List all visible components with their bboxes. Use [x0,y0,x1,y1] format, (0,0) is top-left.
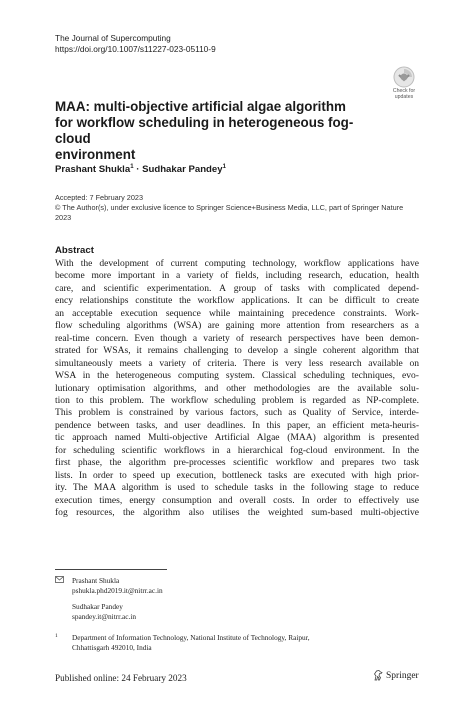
contact-email[interactable]: pshukla.phd2019.it@nitrr.ac.in [72,586,163,596]
journal-header [55,33,216,54]
contact-email[interactable]: spandey.it@nitrr.ac.in [72,612,136,622]
publisher-logo [373,670,419,681]
abstract-line: tic approach named Multi-objective Artificial Algae (MAA) algorithm is presented [55,432,419,444]
abstract-line: real-time concern. Even though a variety of research perspectives have been demon- [55,332,419,344]
abstract-line: WSA in the heterogeneous computing system. Classical scheduling techniques, evo- [55,370,419,382]
copyright-line: © The Author(s), under exclusive licence to Springer Science+Business Media, LLC, part of Springer Nature [55,203,404,212]
abstract-line: simultaneously meets a variety of criteria. There is very less research available on [55,357,419,369]
journal-name: The Journal of Supercomputing [55,33,171,43]
copyright-year: 2023 [55,213,72,222]
springer-horse-icon [373,670,383,681]
author-name[interactable]: Prashant Shukla [55,164,131,176]
paper-title [55,99,385,163]
doi-link[interactable]: https://doi.org/10.1007/s11227-023-05110-9 [55,43,216,54]
abstract-line: become more important in a variety of fields, including research, education, health [55,270,419,282]
affiliation-line: Department of Information Technology, National Institute of Technology, Raipur, [72,633,310,642]
check-for-updates-icon [393,66,415,88]
abstract-line: This problem is constrained by various factors, such as Quality of Service, interde- [55,407,419,419]
affiliation-number: 1 [55,633,58,639]
abstract-line: ency relationships constitute the workflow applications. It can be difficult to create [55,295,419,307]
contact-entry [72,576,163,596]
affiliation-text [72,633,310,653]
check-badge-line2: updates [394,94,414,100]
contact-name: Prashant Shukla [72,576,120,585]
abstract-line: fog resources, the algorithm also utilises the weighted sum-based multi-objective [55,507,419,519]
check-for-updates-badge[interactable] [386,66,422,102]
article-dates [55,193,435,223]
title-line: for workflow scheduling in heterogeneous fog-cloud [55,115,354,146]
contact-entry [72,602,136,622]
abstract-line: strated for WSAs, it remains challenging to develop a single coherent algorithm that [55,345,419,357]
abstract-line: lists. In order to speed up execution, bottleneck tasks are executed with high prior- [55,469,419,481]
abstract-line: care, and scientific experimentation. A group of tasks with complicated depend- [55,282,419,294]
abstract-line: flow scheduling algorithms (WSA) are gaining more attention from researchers as a [55,320,419,332]
accepted-date: Accepted: 7 February 2023 [55,193,144,202]
abstract-line: lutionary optimisation algorithms, and other methodologies are the available solu- [55,382,419,394]
author-separator: · [136,164,140,176]
title-line: environment [55,147,136,162]
author-name[interactable]: Sudhakar Pandey [142,164,223,176]
publisher-name: Springer [386,670,419,681]
author-list [55,164,226,175]
abstract-body [55,258,419,520]
envelope-icon [55,576,64,583]
abstract-heading: Abstract [55,245,94,256]
abstract-line: With the development of current computing technology, workflow applications have [55,258,419,269]
affiliation-marker: 1 [130,164,134,170]
abstract-line: first phase, the algorithm pre-processes scientific workflow and prepares two task [55,457,419,469]
title-line: MAA: multi-objective artificial algae algorithm [55,99,346,114]
abstract-line: tion to this problem. The workflow scheduling problem is regarded as NP-complete. [55,394,419,406]
check-badge-line1: Check for [392,88,416,94]
abstract-line: for scheduling scientific workflows in a hierarchical fog-cloud environment. In the [55,444,419,456]
abstract-line: pendence between tasks, and user deadlines. In this paper, an efficient meta-heuris- [55,419,419,431]
contact-name: Sudhakar Pandey [72,602,123,611]
abstract-line: ity. The MAA algorithm is used to schedule tasks in the following stage to reduce [55,482,419,494]
footnote-divider [55,569,167,570]
affiliation-line: Chhattisgarh 492010, India [72,643,152,653]
affiliation-marker: 1 [222,164,226,170]
published-online-date: Published online: 24 February 2023 [55,673,187,683]
abstract-line: execution times, energy consumption and overall costs. In order to effectively use [55,494,419,506]
abstract-line: an acceptable execution sequence while maintaining precedence constraints. Work- [55,307,419,319]
